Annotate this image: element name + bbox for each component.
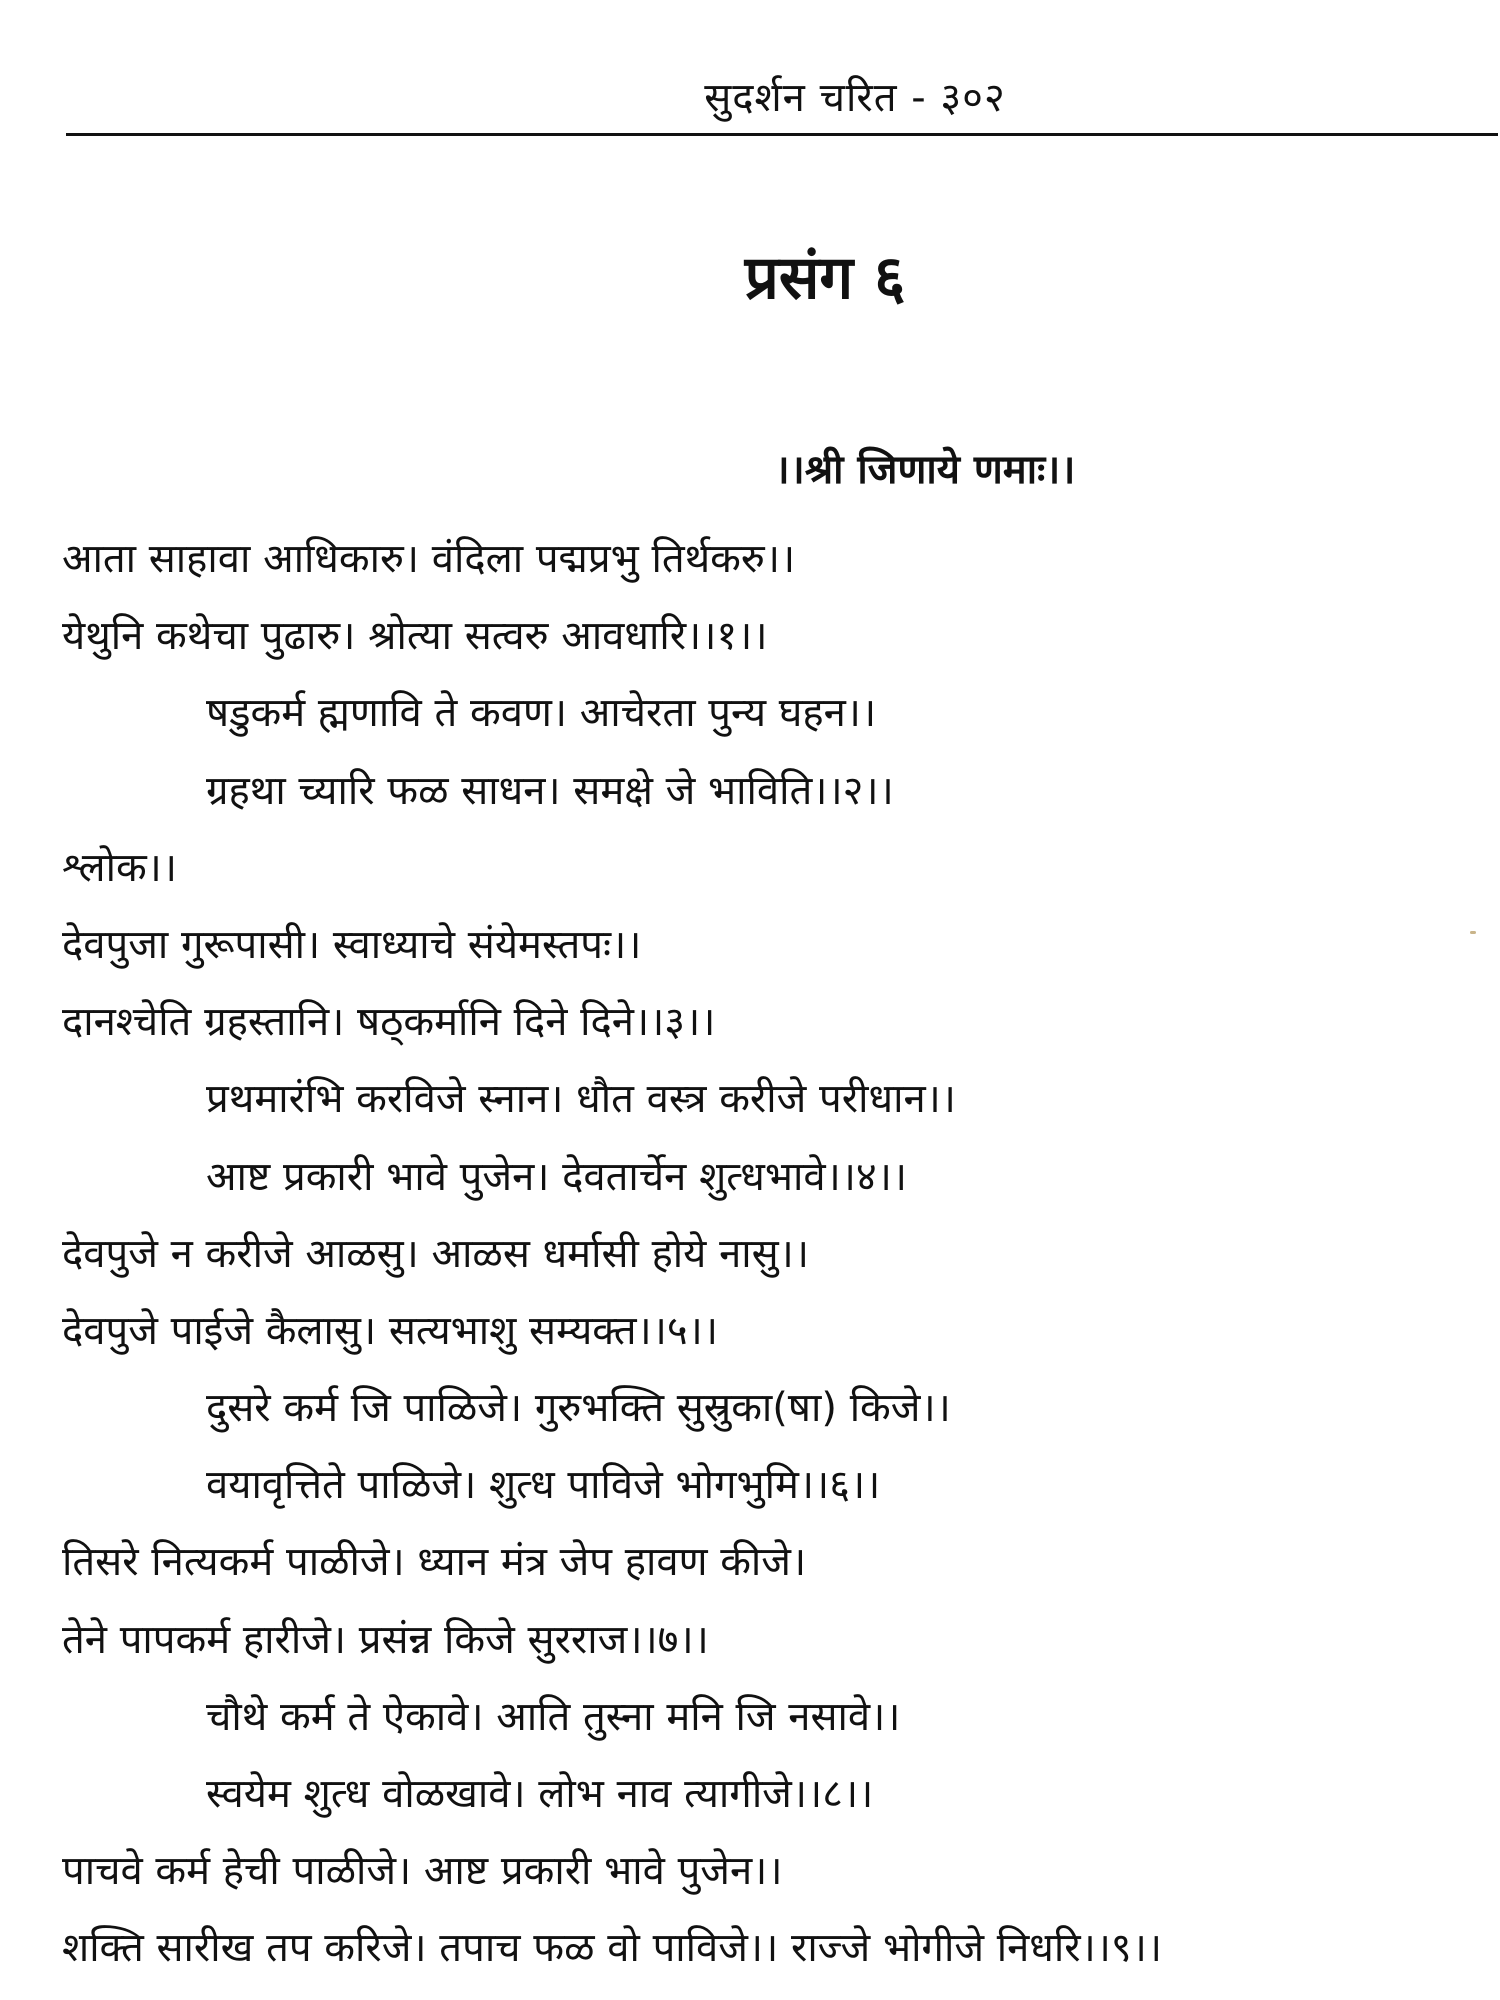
verse-line: चौथे कर्म ते ऐकावे। आति तुस्ना मनि जि नसावे।। [206, 1693, 901, 1740]
verse-line: आता साहावा आधिकारु। वंदिला पद्मप्रभु तिर्थकरु।। [62, 536, 796, 582]
verse-line: दानश्चेति ग्रहस्तानि। षठ्कर्मानि दिने दिने।।३।। [62, 999, 716, 1046]
verse-line: देवपुजे न करीजे आळसु। आळस धर्मासी होये नासु।। [62, 1230, 810, 1277]
verse-line: श्लोक।। [62, 844, 177, 891]
verse-line: ग्रहथा च्यारि फळ साधन। समक्षे जे भाविति।।२।। [206, 767, 894, 814]
verse-line: तिसरे नित्यकर्म पाळीजे। ध्यान मंत्र जेप हावण कीजे। [62, 1539, 807, 1586]
verse-line: आष्ट प्रकारी भावे पुजेन। देवतार्चेन शुत्धभावे।।४।। [206, 1153, 908, 1200]
paper-speck [1470, 931, 1476, 934]
verse-line: तेने पापकर्म हारीजे। प्रसंन्न किजे सुरराज।।७।। [62, 1616, 709, 1663]
verse-list [62, 521, 1482, 1988]
running-header: सुदर्शन चरित - ३०२ [704, 75, 1006, 121]
verse-line: देवपुजे पाईजे कैलासु। सत्यभाशु सम्यक्त।।५।। [62, 1307, 718, 1354]
verse-line: पाचवे कर्म हेची पाळीजे। आष्ट प्रकारी भावे पुजेन।। [62, 1848, 783, 1895]
chapter-title: प्रसंग ६ [744, 243, 906, 313]
verse-line: येथुनि कथेचा पुढारु। श्रोत्या सत्वरु आवधारि।।१।। [62, 613, 768, 660]
verse-line: शक्ति सारीख तप करिजे। तपाच फळ वो पाविजे।। राज्जे भोगीजे निधरि।।९।। [62, 1925, 1163, 1972]
verse-line: देवपुजा गुरूपासी। स्वाध्याचे संयेमस्तपः।। [62, 921, 642, 968]
verse-line: प्रथमारंभि करविजे स्नान। धौत वस्त्र करीजे परीधान।। [206, 1076, 956, 1123]
header-rule [66, 133, 1498, 136]
verse-line: दुसरे कर्म जि पाळिजे। गुरुभक्ति सुस्रुका(षा) किजे।। [206, 1385, 951, 1432]
verse-line: वयावृत्तिते पाळिजे। शुत्ध पाविजे भोगभुमि।।६।। [206, 1462, 881, 1509]
verse-line: स्वयेम शुत्ध वोळखावे। लोभ नाव त्यागीजे।।८।। [206, 1771, 874, 1817]
invocation-line: ।।श्री जिणाये णमाः।। [774, 447, 1076, 493]
verse-line: षडुकर्म ह्मणावि ते कवण। आचेरता पुन्य घहन।। [206, 690, 877, 737]
